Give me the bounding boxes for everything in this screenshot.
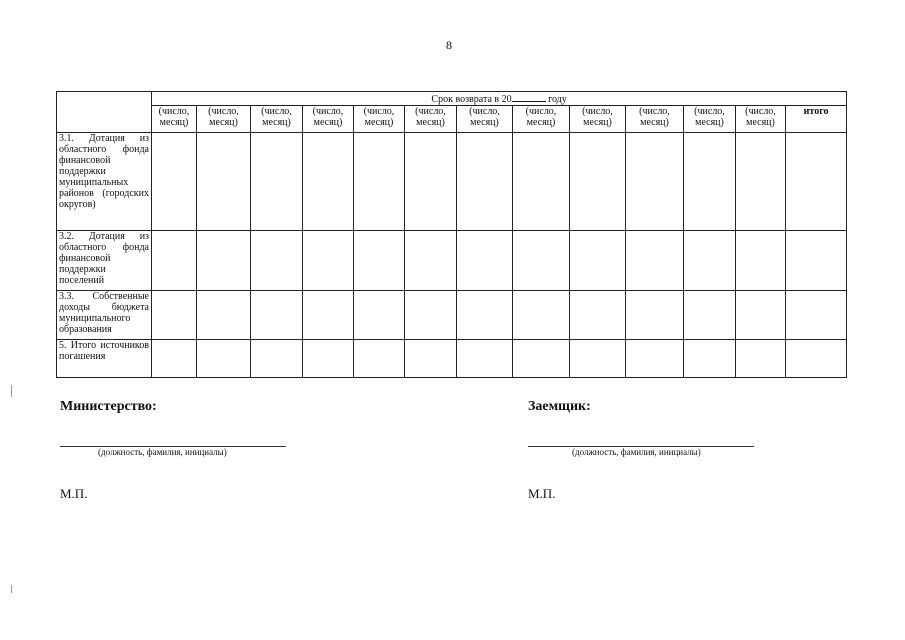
- table-cell: [303, 133, 354, 231]
- table-cell: [684, 291, 736, 340]
- table-cell: [197, 291, 251, 340]
- table-cell: [736, 133, 786, 231]
- table-cell: [354, 231, 405, 291]
- row-label: 3.3. Собственные доходы бюджета муниципального образования: [57, 291, 152, 340]
- table-row: [57, 133, 847, 231]
- period-column-header: (число, месяц): [513, 106, 570, 133]
- ministry-signature-block: [60, 399, 157, 415]
- table-cell: [684, 231, 736, 291]
- table-cell: [513, 340, 570, 378]
- table-cell: [570, 340, 626, 378]
- period-column-header: (число, месяц): [626, 106, 684, 133]
- period-column-header: (число, месяц): [152, 106, 197, 133]
- period-column-header: (число, месяц): [251, 106, 303, 133]
- table-cell: [457, 291, 513, 340]
- scan-speck: [11, 585, 12, 593]
- table-cell: [457, 231, 513, 291]
- table-cell: [457, 340, 513, 378]
- table-cell: [626, 291, 684, 340]
- period-column-header: (число, месяц): [354, 106, 405, 133]
- table-row: [57, 291, 847, 340]
- table-cell: [152, 340, 197, 378]
- total-column-header: итого: [786, 106, 847, 133]
- table-cell: [786, 291, 847, 340]
- header-prefix: Срок возврата в 20: [431, 94, 512, 105]
- borrower-stamp: М.П.: [528, 486, 556, 501]
- table-cell: [457, 133, 513, 231]
- table-cell: [251, 231, 303, 291]
- table-cell: [684, 133, 736, 231]
- table-cell: [736, 231, 786, 291]
- ministry-stamp: М.П.: [60, 486, 88, 501]
- table-header-row: [57, 92, 847, 106]
- table-cell: [786, 133, 847, 231]
- table-cell: [405, 231, 457, 291]
- table-cell: [251, 133, 303, 231]
- table-row: [57, 231, 847, 291]
- period-column-header: (число, месяц): [736, 106, 786, 133]
- table-cell: [354, 340, 405, 378]
- table-cell: [736, 291, 786, 340]
- period-column-header: (число, месяц): [405, 106, 457, 133]
- table-cell: [152, 133, 197, 231]
- header-suffix: году: [548, 94, 567, 105]
- table-cell: [684, 340, 736, 378]
- ministry-title: Министерство:: [60, 399, 157, 414]
- table-cell: [626, 340, 684, 378]
- table-cell: [786, 231, 847, 291]
- table-cell: [405, 340, 457, 378]
- row-label: 3.1. Дотация из областного фонда финансовой поддержки муниципальных районов (городских округов): [57, 133, 152, 231]
- table-cell: [405, 291, 457, 340]
- table-cell: [626, 133, 684, 231]
- table-cell: [197, 340, 251, 378]
- period-column-header: (число, месяц): [197, 106, 251, 133]
- scan-speck: [11, 385, 12, 397]
- table-cell: [152, 231, 197, 291]
- period-columns-row: [57, 106, 847, 133]
- year-blank: [512, 92, 546, 102]
- repayment-term-header: [152, 92, 847, 106]
- table-cell: [570, 291, 626, 340]
- table-cell: [570, 133, 626, 231]
- period-column-header: (число, месяц): [457, 106, 513, 133]
- table-cell: [303, 291, 354, 340]
- table-cell: [570, 231, 626, 291]
- borrower-signature-block: [528, 399, 591, 415]
- table-cell: [152, 291, 197, 340]
- borrower-signature-caption: (должность, фамилия, инициалы): [572, 447, 701, 457]
- page-number: 8: [446, 38, 452, 52]
- period-column-header: (число, месяц): [570, 106, 626, 133]
- table-cell: [354, 291, 405, 340]
- table-cell: [513, 291, 570, 340]
- table-cell: [197, 231, 251, 291]
- period-column-header: (число, месяц): [684, 106, 736, 133]
- table-cell: [736, 340, 786, 378]
- table-cell: [251, 340, 303, 378]
- table-cell: [354, 133, 405, 231]
- table-cell: [513, 231, 570, 291]
- table-cell: [626, 231, 684, 291]
- row-label: 3.2. Дотация из областного фонда финансовой поддержки поселений: [57, 231, 152, 291]
- table-cell: [513, 133, 570, 231]
- row-label: 5. Итого источников погашения: [57, 340, 152, 378]
- table-cell: [303, 231, 354, 291]
- table-cell: [251, 291, 303, 340]
- borrower-title: Заемщик:: [528, 399, 591, 414]
- ministry-signature-caption: (должность, фамилия, инициалы): [98, 447, 227, 457]
- table-cell: [405, 133, 457, 231]
- table-cell: [197, 133, 251, 231]
- table-row: [57, 340, 847, 378]
- table-cell: [786, 340, 847, 378]
- period-column-header: (число, месяц): [303, 106, 354, 133]
- table-cell: [303, 340, 354, 378]
- header-empty-cell: [57, 92, 152, 133]
- repayment-schedule-table: [56, 91, 847, 378]
